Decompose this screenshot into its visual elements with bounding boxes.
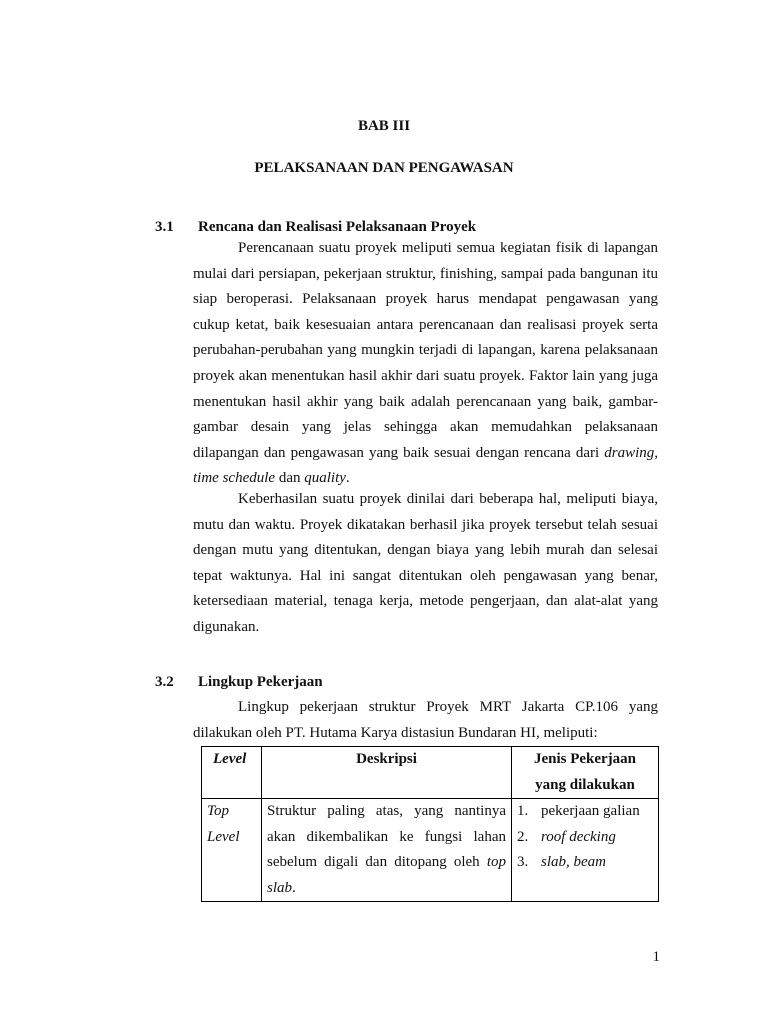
list-item: 2. roof decking — [517, 828, 616, 845]
section-title: Rencana dan Realisasi Pelaksanaan Proyek — [198, 219, 477, 235]
italic-quality: quality — [304, 470, 346, 487]
page-number: 1 — [652, 949, 660, 965]
section-title: Lingkup Pekerjaan — [198, 674, 323, 690]
list-item: 3. slab, beam — [517, 854, 606, 870]
table-row — [202, 799, 659, 902]
chapter-title: PELAKSANAAN DAN PENGAWASAN — [254, 160, 514, 176]
header-level: Level — [202, 747, 262, 799]
italic-terms: drawing, time schedule — [193, 444, 658, 487]
paragraph-lingkup — [193, 695, 658, 746]
cell-deskripsi: Struktur paling atas, yang nantinya akan dikembalikan ke fungsi lahan sebelum digali dan ditopang oleh top slab. — [262, 799, 512, 902]
chapter-label: BAB III — [357, 118, 411, 134]
paragraph-perencanaan: Perencanaan suatu proyek meliputi semua kegiatan fisik di lapangan mulai dari persiapan, pekerjaan struktur, finishing, sampai pada bangunan itu siap beroperasi. Pelaksanaan proyek harus mendapat pengawasan yang cukup ketat, baik kesesuaian antara perencanaan dan realisasi proyek serta perubahan-perubahan yang mungkin terjadi di lapangan, karena pelaksanaan proyek akan menentukan hasil akhir dari suatu proyek. Faktor lain yang juga menentukan hasil akhir yang baik adalah perencanaan yang baik, gambar-gambar desain yang jelas sehingga akan memudahkan pelaksanaan dilapangan dan pengawasan yang baik sesuai dengan rencana dari drawing, time schedule dan quality. — [193, 240, 658, 487]
cell-jenis — [512, 799, 659, 902]
table-header-row — [202, 747, 659, 799]
header-deskripsi: Deskripsi — [262, 747, 512, 799]
scope-table — [201, 746, 659, 902]
job-list — [517, 799, 653, 876]
paragraph-text: Perencanaan suatu proyek meliputi semua kegiatan fisik di lapangan mulai dari persiapan, pekerjaan struktur, finishing, sampai pada bangunan itu siap beroperasi. Pelaksanaan proyek harus mendapat pengawasan yang cukup ketat, baik kesesuaian antara perencanaan dan realisasi proyek serta perubahan-perubahan yang mungkin terjadi di lapangan, karena pelaksanaan proyek akan menentukan hasil akhir dari suatu proyek. Faktor lain yang juga menentukan hasil akhir yang baik adalah perencanaan yang baik, gambar-gambar desain yang jelas sehingga akan memudahkan pelaksanaan dilapangan dan pengawasan yang baik sesuai dengan rencana dari — [193, 240, 658, 461]
list-item: 1. pekerjaan galian — [517, 803, 640, 819]
header-jenis: Jenis Pekerjaan yang dilakukan — [512, 747, 659, 799]
paragraph-keberhasilan — [193, 487, 658, 641]
section-number: 3.2 — [155, 674, 174, 690]
section-number: 3.1 — [155, 219, 174, 235]
paragraph-text: Lingkup pekerjaan struktur Proyek MRT Jakarta CP.106 yang dilakukan oleh PT. Hutama Karya distasiun Bundaran HI, meliputi: — [193, 699, 658, 741]
cell-level: Top Level — [202, 799, 262, 902]
paragraph-text: Keberhasilan suatu proyek dinilai dari beberapa hal, meliputi biaya, mutu dan waktu. Proyek dikatakan berhasil jika proyek tersebut telah sesuai dengan mutu yang ditentukan, dengan biaya yang lebih murah dan selesai tepat waktunya. Hal ini sangat ditentukan oleh pengawasan yang benar, ketersediaan material, tenaga kerja, metode pengerjaan, dan alat-alat yang digunakan. — [193, 491, 658, 635]
italic-top-slab: top slab — [267, 854, 506, 896]
